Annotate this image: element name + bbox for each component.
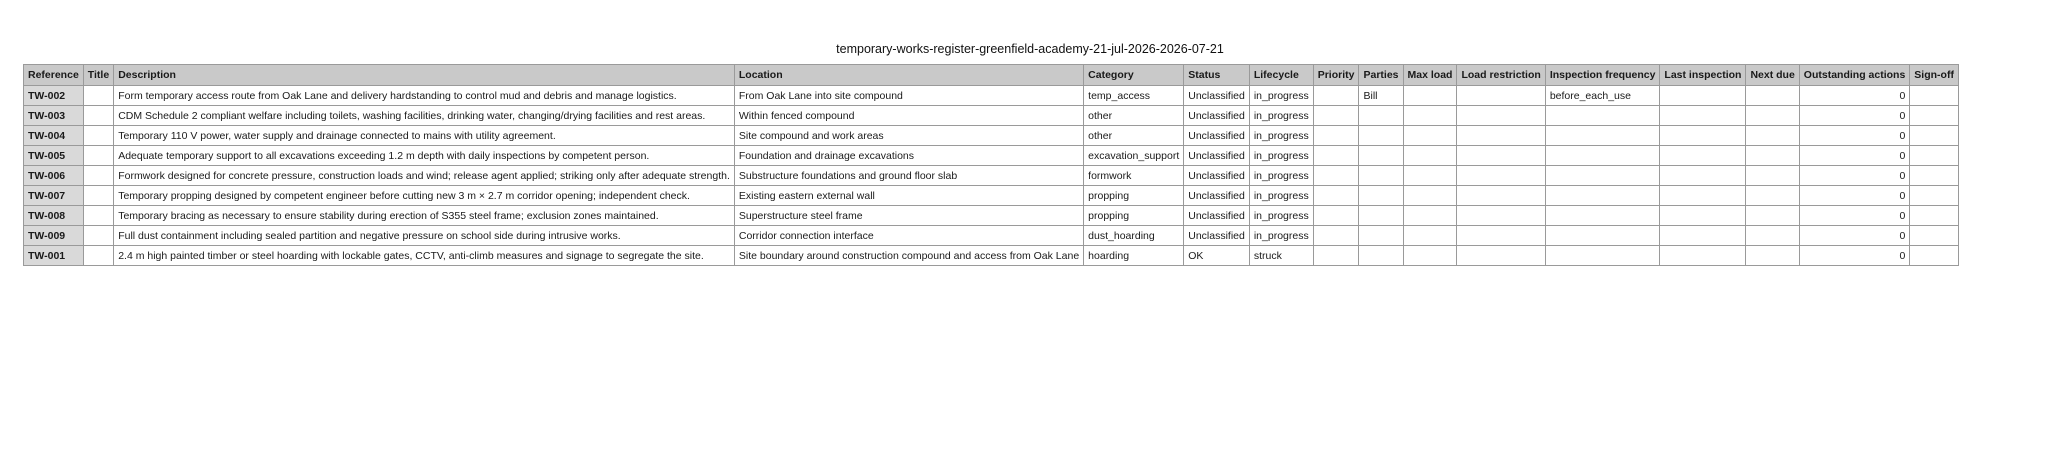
category-cell[interactable]: excavation_support [1084,146,1184,166]
inspection-frequency-cell[interactable] [1545,166,1660,186]
header-description[interactable]: Description [114,65,735,86]
load-restriction-cell[interactable] [1457,126,1545,146]
description-cell[interactable]: Temporary 110 V power, water supply and drainage connected to mains with utility agreement. [114,126,735,146]
parties-cell[interactable] [1359,126,1403,146]
header-parties[interactable]: Parties [1359,65,1403,86]
title-cell[interactable] [83,106,113,126]
priority-cell[interactable] [1313,126,1359,146]
table-row[interactable] [24,246,1959,266]
last-inspection-cell[interactable] [1660,226,1746,246]
status-cell[interactable]: Unclassified [1184,106,1250,126]
max-load-cell[interactable] [1403,126,1457,146]
last-inspection-cell[interactable] [1660,146,1746,166]
inspection-frequency-cell[interactable] [1545,146,1660,166]
status-cell[interactable]: Unclassified [1184,186,1250,206]
lifecycle-cell[interactable]: in_progress [1249,226,1313,246]
status-cell[interactable]: Unclassified [1184,86,1250,106]
status-cell[interactable]: Unclassified [1184,166,1250,186]
status-cell[interactable]: OK [1184,246,1250,266]
lifecycle-cell[interactable]: in_progress [1249,146,1313,166]
parties-cell[interactable] [1359,206,1403,226]
priority-cell[interactable] [1313,106,1359,126]
reference-cell[interactable]: TW-003 [24,106,84,126]
table-row[interactable] [24,106,1959,126]
title-cell[interactable] [83,126,113,146]
table-row[interactable] [24,126,1959,146]
category-cell[interactable]: propping [1084,186,1184,206]
sheet-title: temporary-works-register-greenfield-academy-21-jul-2026-2026-07-21 [836,42,1224,56]
header-reference[interactable]: Reference [24,65,84,86]
load-restriction-cell[interactable] [1457,206,1545,226]
last-inspection-cell[interactable] [1660,186,1746,206]
sign-off-cell[interactable] [1910,146,1959,166]
table-header [24,65,1959,86]
title-cell[interactable] [83,246,113,266]
category-cell[interactable]: propping [1084,206,1184,226]
header-row [24,65,1959,86]
sign-off-cell[interactable] [1910,206,1959,226]
lifecycle-cell[interactable]: in_progress [1249,106,1313,126]
inspection-frequency-cell[interactable] [1545,186,1660,206]
outstanding-actions-cell[interactable]: 0 [1799,126,1910,146]
description-cell[interactable]: 2.4 m high painted timber or steel hoarding with lockable gates, CCTV, anti-climb measures and signage to segregate the site. [114,246,735,266]
description-cell[interactable]: Full dust containment including sealed partition and negative pressure on school side during intrusive works. [114,226,735,246]
sign-off-cell[interactable] [1910,86,1959,106]
lifecycle-cell[interactable]: in_progress [1249,186,1313,206]
parties-cell[interactable] [1359,186,1403,206]
sign-off-cell[interactable] [1910,186,1959,206]
outstanding-actions-cell[interactable]: 0 [1799,166,1910,186]
load-restriction-cell[interactable] [1457,146,1545,166]
location-cell[interactable]: Superstructure steel frame [734,206,1083,226]
load-restriction-cell[interactable] [1457,106,1545,126]
reference-cell[interactable]: TW-009 [24,226,84,246]
location-cell[interactable]: Substructure foundations and ground floor slab [734,166,1083,186]
location-cell[interactable]: Existing eastern external wall [734,186,1083,206]
priority-cell[interactable] [1313,226,1359,246]
reference-cell[interactable]: TW-006 [24,166,84,186]
temporary-works-table [23,64,1959,266]
sign-off-cell[interactable] [1910,126,1959,146]
next-due-cell[interactable] [1746,126,1799,146]
next-due-cell[interactable] [1746,246,1799,266]
location-cell[interactable]: Site boundary around construction compound and access from Oak Lane [734,246,1083,266]
inspection-frequency-cell[interactable] [1545,246,1660,266]
outstanding-actions-cell[interactable]: 0 [1799,186,1910,206]
priority-cell[interactable] [1313,86,1359,106]
inspection-frequency-cell[interactable] [1545,106,1660,126]
description-cell[interactable]: Formwork designed for concrete pressure, construction loads and wind; release agent applied; striking only after adequate strength. [114,166,735,186]
last-inspection-cell[interactable] [1660,206,1746,226]
title-cell[interactable] [83,206,113,226]
header-status[interactable]: Status [1184,65,1250,86]
status-cell[interactable]: Unclassified [1184,146,1250,166]
last-inspection-cell[interactable] [1660,126,1746,146]
last-inspection-cell[interactable] [1660,86,1746,106]
inspection-frequency-cell[interactable] [1545,226,1660,246]
lifecycle-cell[interactable]: in_progress [1249,126,1313,146]
next-due-cell[interactable] [1746,146,1799,166]
category-cell[interactable]: temp_access [1084,86,1184,106]
header-outstanding-actions[interactable]: Outstanding actions [1799,65,1910,86]
outstanding-actions-cell[interactable]: 0 [1799,146,1910,166]
table-row[interactable] [24,146,1959,166]
load-restriction-cell[interactable] [1457,186,1545,206]
status-cell[interactable]: Unclassified [1184,206,1250,226]
title-cell[interactable] [83,86,113,106]
description-cell[interactable]: Adequate temporary support to all excavations exceeding 1.2 m depth with daily inspections by competent person. [114,146,735,166]
lifecycle-cell[interactable]: in_progress [1249,86,1313,106]
header-category[interactable]: Category [1084,65,1184,86]
next-due-cell[interactable] [1746,226,1799,246]
last-inspection-cell[interactable] [1660,166,1746,186]
header-location[interactable]: Location [734,65,1083,86]
next-due-cell[interactable] [1746,206,1799,226]
max-load-cell[interactable] [1403,246,1457,266]
title-cell[interactable] [83,166,113,186]
lifecycle-cell[interactable]: in_progress [1249,206,1313,226]
location-cell[interactable]: Corridor connection interface [734,226,1083,246]
last-inspection-cell[interactable] [1660,246,1746,266]
header-priority[interactable]: Priority [1313,65,1359,86]
load-restriction-cell[interactable] [1457,86,1545,106]
header-lifecycle[interactable]: Lifecycle [1249,65,1313,86]
outstanding-actions-cell[interactable]: 0 [1799,86,1910,106]
sign-off-cell[interactable] [1910,166,1959,186]
reference-cell[interactable]: TW-005 [24,146,84,166]
title-cell[interactable] [83,186,113,206]
header-max-load[interactable]: Max load [1403,65,1457,86]
max-load-cell[interactable] [1403,106,1457,126]
parties-cell[interactable]: Bill [1359,86,1403,106]
location-cell[interactable]: Foundation and drainage excavations [734,146,1083,166]
priority-cell[interactable] [1313,166,1359,186]
reference-cell[interactable]: TW-008 [24,206,84,226]
parties-cell[interactable] [1359,106,1403,126]
reference-cell[interactable]: TW-002 [24,86,84,106]
parties-cell[interactable] [1359,146,1403,166]
max-load-cell[interactable] [1403,166,1457,186]
header-load-restriction[interactable]: Load restriction [1457,65,1545,86]
reference-cell[interactable]: TW-004 [24,126,84,146]
outstanding-actions-cell[interactable]: 0 [1799,206,1910,226]
table-row[interactable] [24,186,1959,206]
title-cell[interactable] [83,226,113,246]
outstanding-actions-cell[interactable]: 0 [1799,106,1910,126]
load-restriction-cell[interactable] [1457,226,1545,246]
title-cell[interactable] [83,146,113,166]
parties-cell[interactable] [1359,226,1403,246]
table-row[interactable] [24,226,1959,246]
lifecycle-cell[interactable]: in_progress [1249,166,1313,186]
status-cell[interactable]: Unclassified [1184,126,1250,146]
reference-cell[interactable]: TW-007 [24,186,84,206]
parties-cell[interactable] [1359,166,1403,186]
sign-off-cell[interactable] [1910,106,1959,126]
table-row[interactable] [24,166,1959,186]
category-cell[interactable]: other [1084,106,1184,126]
priority-cell[interactable] [1313,206,1359,226]
sign-off-cell[interactable] [1910,246,1959,266]
max-load-cell[interactable] [1403,226,1457,246]
category-cell[interactable]: hoarding [1084,246,1184,266]
sign-off-cell[interactable] [1910,226,1959,246]
location-cell[interactable]: Within fenced compound [734,106,1083,126]
max-load-cell[interactable] [1403,146,1457,166]
load-restriction-cell[interactable] [1457,246,1545,266]
priority-cell[interactable] [1313,186,1359,206]
header-sign-off[interactable]: Sign-off [1910,65,1959,86]
description-cell[interactable]: CDM Schedule 2 compliant welfare including toilets, washing facilities, drinking water, changing/drying facilities and rest areas. [114,106,735,126]
max-load-cell[interactable] [1403,186,1457,206]
table-row[interactable] [24,206,1959,226]
inspection-frequency-cell[interactable] [1545,206,1660,226]
header-next-due[interactable]: Next due [1746,65,1799,86]
status-cell[interactable]: Unclassified [1184,226,1250,246]
header-title[interactable]: Title [83,65,113,86]
outstanding-actions-cell[interactable]: 0 [1799,226,1910,246]
lifecycle-cell[interactable]: struck [1249,246,1313,266]
location-cell[interactable]: Site compound and work areas [734,126,1083,146]
next-due-cell[interactable] [1746,166,1799,186]
table-row[interactable] [24,86,1959,106]
parties-cell[interactable] [1359,246,1403,266]
max-load-cell[interactable] [1403,206,1457,226]
inspection-frequency-cell[interactable] [1545,126,1660,146]
header-inspection-frequency[interactable]: Inspection frequency [1545,65,1660,86]
header-last-inspection[interactable]: Last inspection [1660,65,1746,86]
description-cell[interactable]: Temporary bracing as necessary to ensure stability during erection of S355 steel frame; exclusion zones maintained. [114,206,735,226]
reference-cell[interactable]: TW-001 [24,246,84,266]
table-body [24,86,1959,266]
last-inspection-cell[interactable] [1660,106,1746,126]
category-cell[interactable]: other [1084,126,1184,146]
next-due-cell[interactable] [1746,186,1799,206]
inspection-frequency-cell[interactable]: before_each_use [1545,86,1660,106]
next-due-cell[interactable] [1746,86,1799,106]
description-cell[interactable]: Temporary propping designed by competent engineer before cutting new 3 m × 2.7 m corridor opening; independent check. [114,186,735,206]
location-cell[interactable]: From Oak Lane into site compound [734,86,1083,106]
next-due-cell[interactable] [1746,106,1799,126]
outstanding-actions-cell[interactable]: 0 [1799,246,1910,266]
max-load-cell[interactable] [1403,86,1457,106]
priority-cell[interactable] [1313,146,1359,166]
category-cell[interactable]: dust_hoarding [1084,226,1184,246]
priority-cell[interactable] [1313,246,1359,266]
category-cell[interactable]: formwork [1084,166,1184,186]
load-restriction-cell[interactable] [1457,166,1545,186]
description-cell[interactable]: Form temporary access route from Oak Lane and delivery hardstanding to control mud and debris and manage logistics. [114,86,735,106]
